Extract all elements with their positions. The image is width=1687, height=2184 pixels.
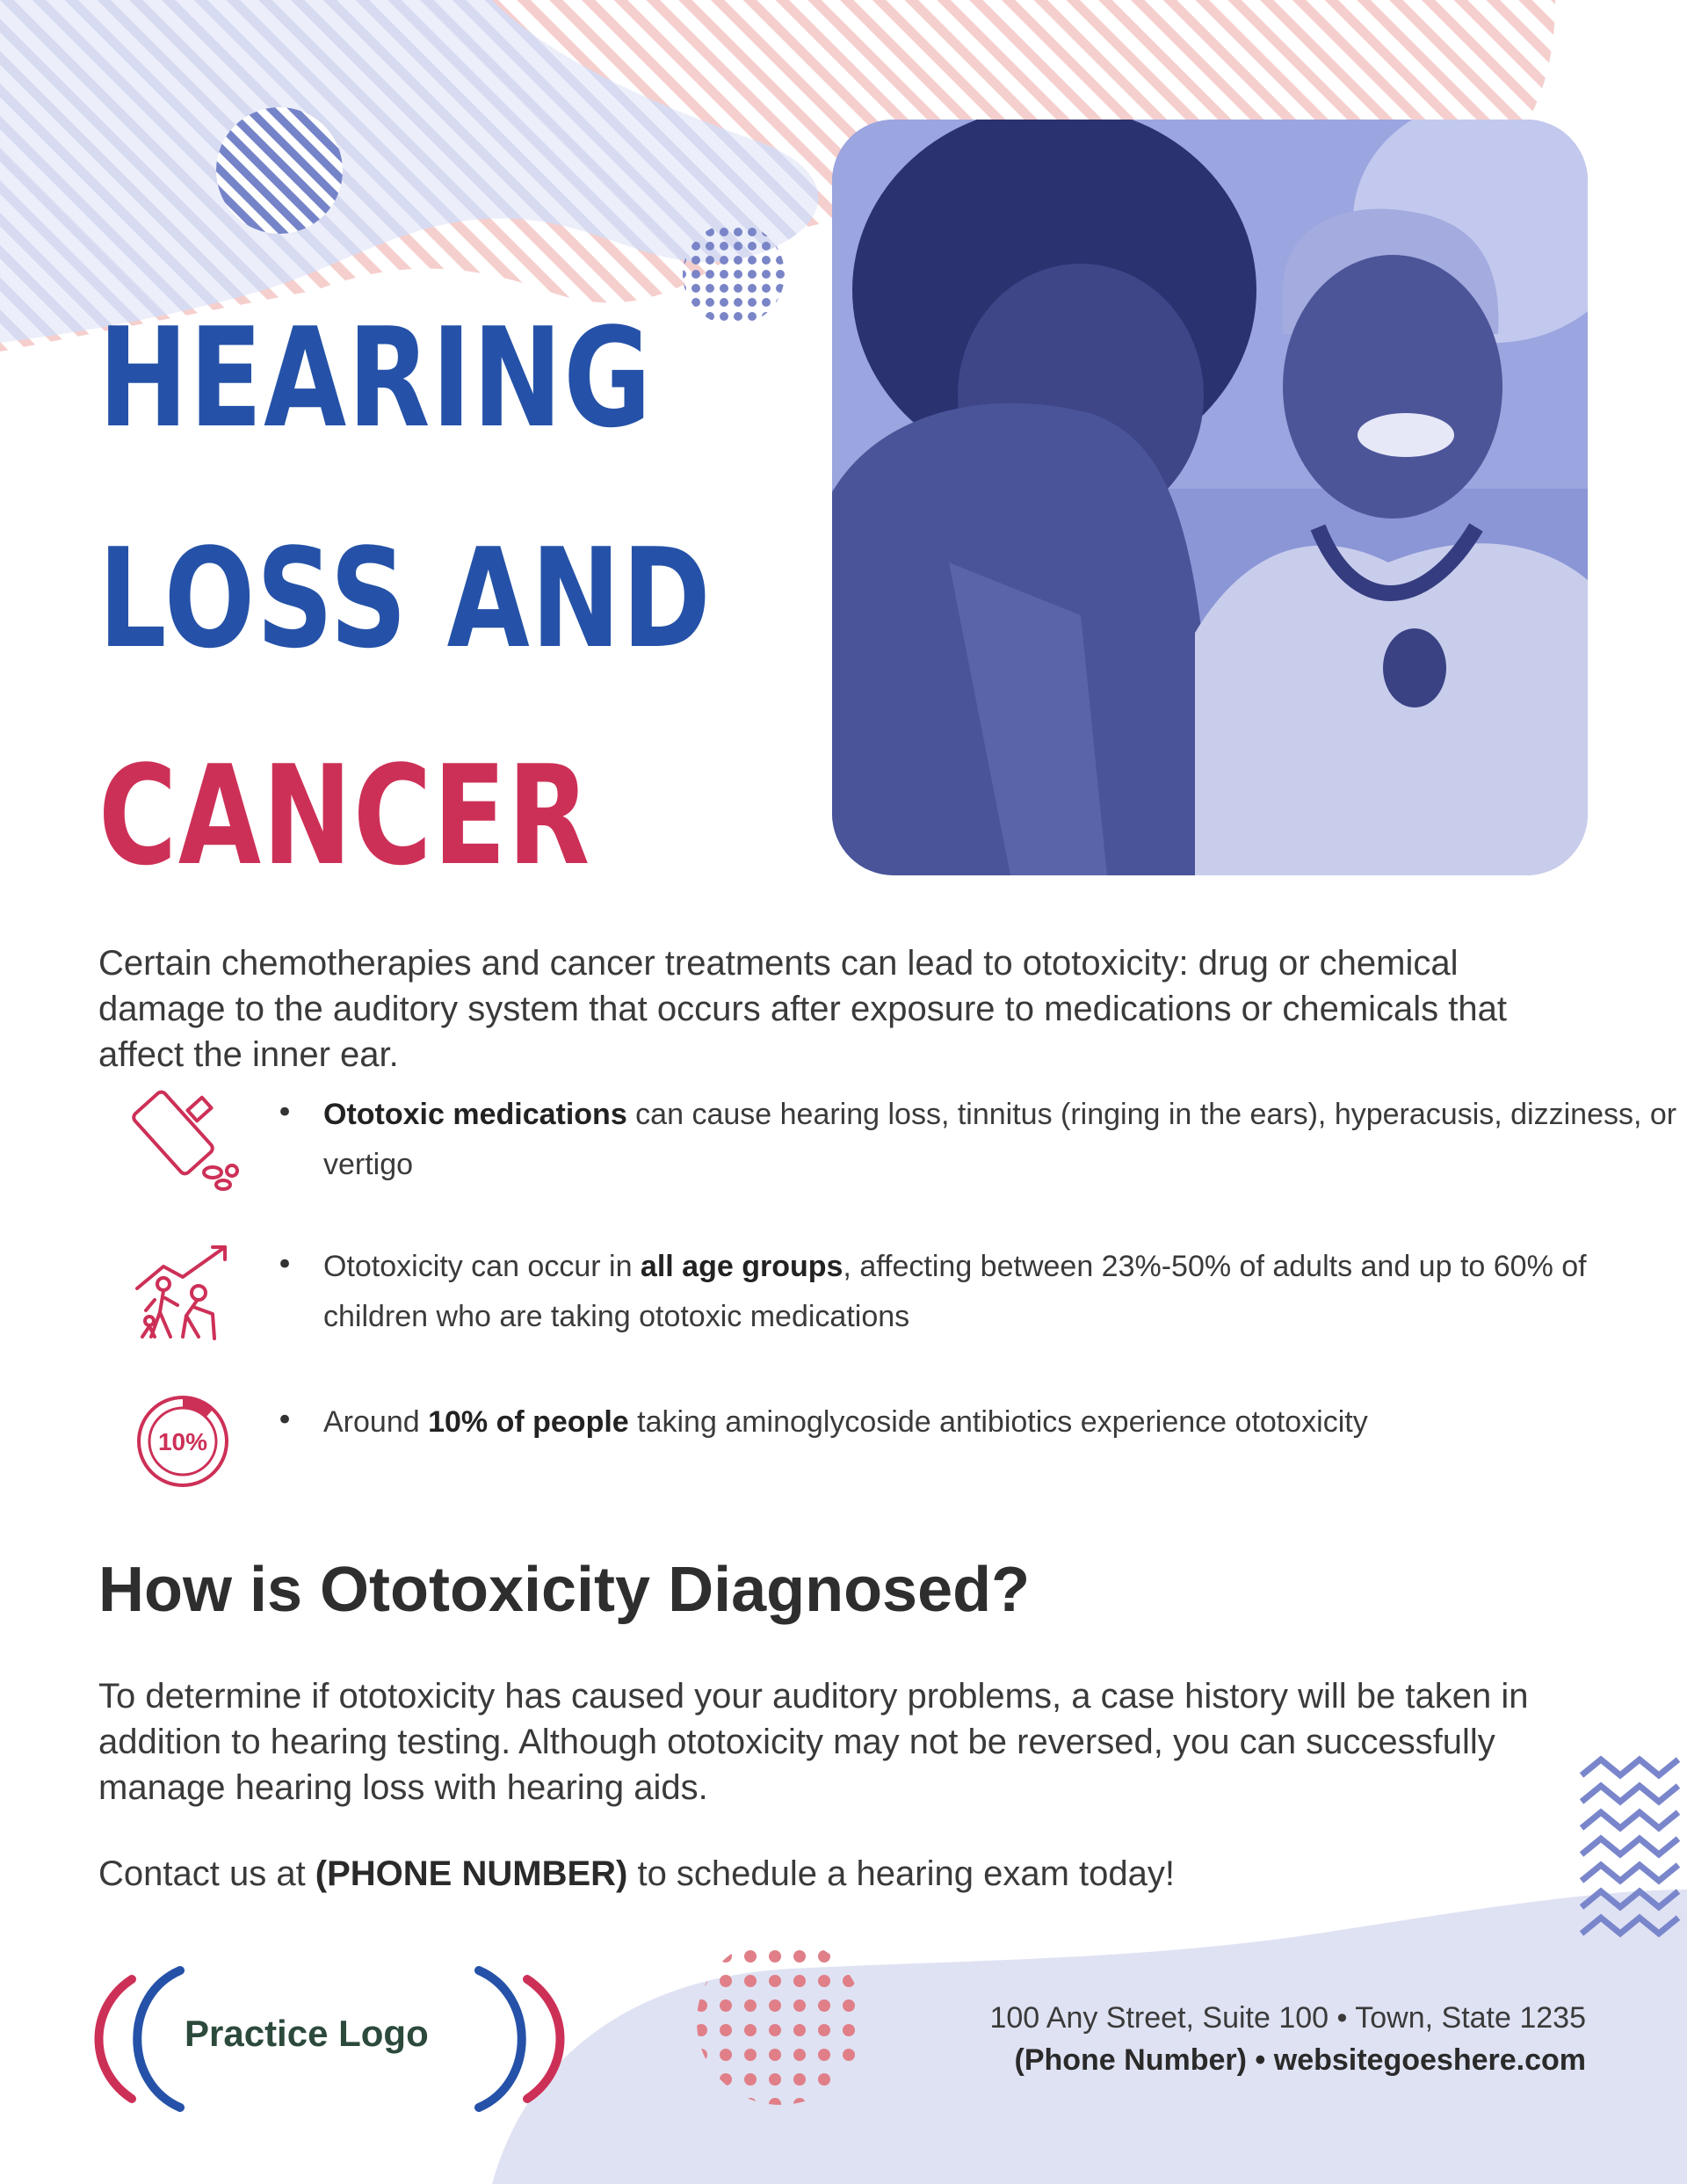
title-line-3: CANCER xyxy=(98,736,591,896)
bullet-bold: Ototoxic medications xyxy=(323,1098,627,1131)
footer-address-block xyxy=(989,1997,1586,2081)
bullet-text xyxy=(323,1242,1687,1342)
bullet-item xyxy=(98,1397,1610,1485)
practice-logo-text: Practice Logo xyxy=(185,2013,429,2054)
footer-website[interactable]: websitegoeshere.com xyxy=(1273,2043,1586,2077)
bullet-rest: , affecting between 23%-50% of adults and up to 60% of children who are taking ototoxic medications xyxy=(323,1250,1596,1333)
bullet-prefix: Ototoxicity can occur in xyxy=(323,1250,641,1283)
bullet-rest: taking aminoglycoside antibiotics experience ototoxicity xyxy=(628,1405,1368,1439)
bullet-rest: can cause hearing loss, tinnitus (ringing in the ears), hyperacusis, dizziness, or vertigo xyxy=(323,1098,1685,1181)
percent-ring-label: 10% xyxy=(157,1428,208,1455)
bullet-marker: • xyxy=(276,1095,294,1130)
bullet-item xyxy=(98,1090,1685,1204)
contact-line xyxy=(98,1851,1610,1897)
bullet-bold: 10% of people xyxy=(428,1405,629,1439)
percent-ring-icon xyxy=(128,1392,251,1498)
footer-phone: (Phone Number) xyxy=(1014,2043,1247,2077)
bullet-prefix: Around xyxy=(323,1405,429,1439)
intro-paragraph: Certain chemotherapies and cancer treatments can lead to ototoxicity: drug or chemical damage to the auditory system that occurs after exposure to medications or chemicals that affect the inner ear. xyxy=(98,944,1508,1074)
bullet-bold: all age groups xyxy=(640,1250,844,1283)
bullet-item xyxy=(98,1242,1610,1356)
title-line-1: HEARING xyxy=(98,298,653,458)
bullet-text xyxy=(323,1090,1687,1190)
bullet-marker: • xyxy=(276,1403,294,1438)
footer-address: 100 Any Street, Suite 100 • Town, State 1235 xyxy=(989,2001,1586,2035)
bullet-text xyxy=(323,1397,1687,1448)
bullet-marker: • xyxy=(276,1247,294,1282)
footer-separator: • xyxy=(1246,2043,1274,2077)
pill-bottle-icon xyxy=(128,1086,251,1192)
diagnosis-paragraph: To determine if ototoxicity has caused your auditory problems, a case history will be taken in addition to hearing testing. Although ototoxicity may not be reversed, you can successfully manage hearing loss with hearing aids. xyxy=(98,1677,1529,1807)
title-line-2: LOSS AND xyxy=(98,519,713,678)
age-groups-icon xyxy=(128,1240,251,1346)
contact-suffix: to schedule a hearing exam today! xyxy=(627,1854,1175,1893)
photo-couple xyxy=(832,97,1634,875)
contact-phone: (PHONE NUMBER) xyxy=(315,1854,628,1893)
contact-prefix: Contact us at xyxy=(98,1854,315,1893)
section-heading: How is Ototoxicity Diagnosed? xyxy=(98,1555,1031,1625)
